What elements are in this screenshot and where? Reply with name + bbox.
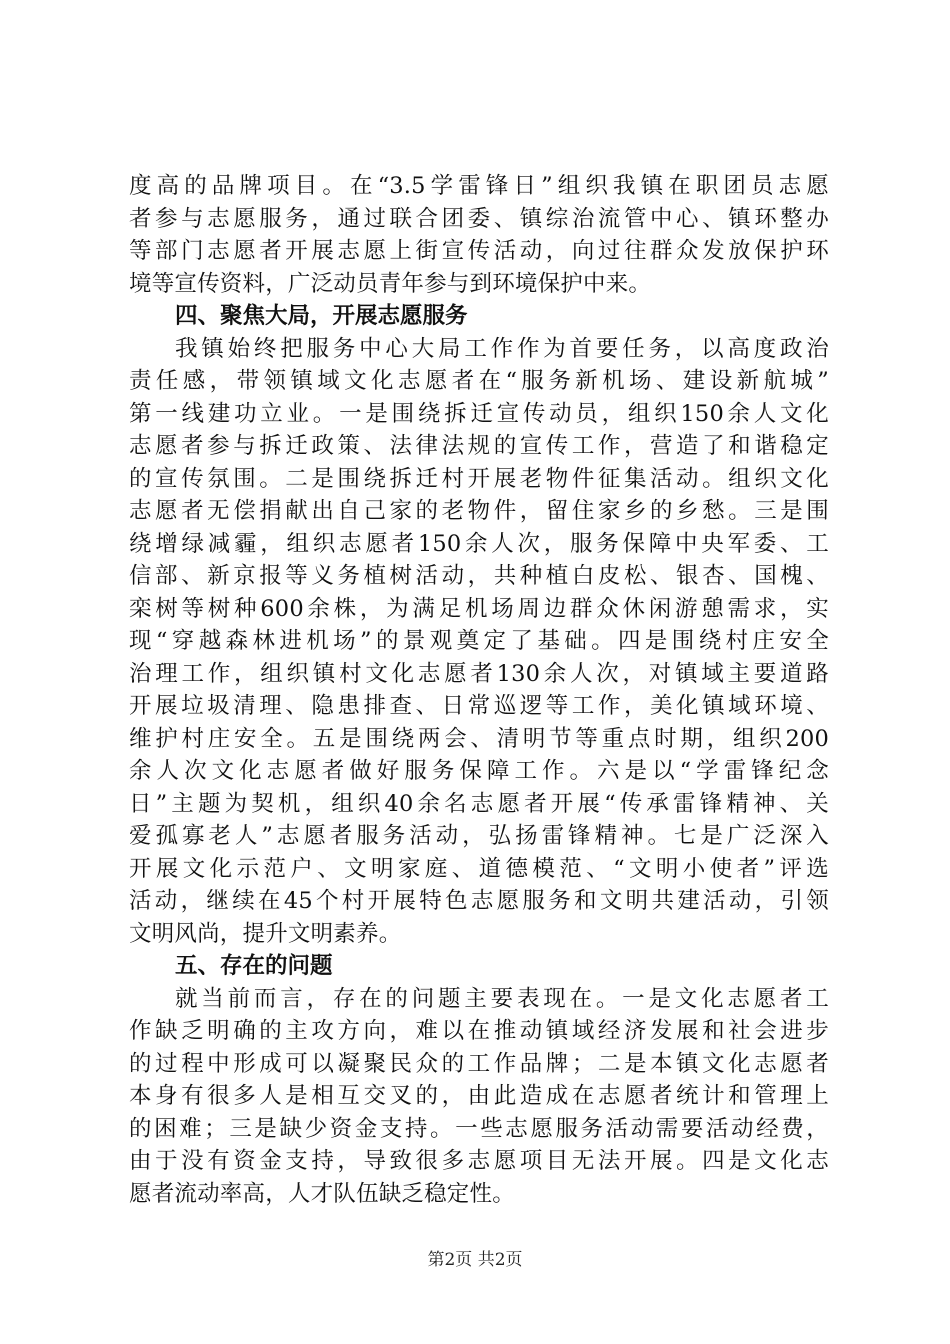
text-line: 度高的品牌项目。在“3.5学雷锋日”组织我镇在职团员志愿 xyxy=(129,173,829,199)
text-line: 境等宣传资料，广泛动员青年参与到环境保护中来。 xyxy=(129,270,652,297)
text-line: 开展垃圾清理、隐患排查、日常巡逻等工作，美化镇域环境、 xyxy=(129,693,829,719)
text-line: 现“穿越森林进机场”的景观奠定了基础。四是围绕村庄安全 xyxy=(129,628,829,654)
text-line: 绕增绿减霾，组织志愿者150余人次，服务保障中央军委、工 xyxy=(129,530,829,557)
page-number-footer: 第2页 共2页 xyxy=(427,1250,523,1270)
text-line: 的困难；三是缺少资金支持。一些志愿服务活动需要活动经费， xyxy=(129,1115,829,1142)
text-line: 我镇始终把服务中心大局工作作为首要任务，以高度政治 xyxy=(175,335,829,362)
text-line: 作缺乏明确的主攻方向，难以在推动镇域经济发展和社会进步 xyxy=(129,1018,829,1044)
text-line: 由于没有资金支持，导致很多志愿项目无法开展。四是文化志 xyxy=(129,1148,829,1174)
text-line: 愿者流动率高，人才队伍缺乏稳定性。 xyxy=(129,1180,515,1207)
text-line: 就当前而言，存在的问题主要表现在。一是文化志愿者工 xyxy=(175,985,829,1012)
text-line: 等部门志愿者开展志愿上街宣传活动，向过往群众发放保护环 xyxy=(129,238,829,264)
text-line: 志愿者参与拆迁政策、法律法规的宣传工作，营造了和谐稳定 xyxy=(129,433,829,459)
text-line: 栾树等树种600余株，为满足机场周边群众休闲游憩需求，实 xyxy=(129,595,829,622)
text-line: 第一线建功立业。一是围绕拆迁宣传动员，组织150余人文化 xyxy=(129,400,829,427)
text-line: 本身有很多人是相互交叉的，由此造成在志愿者统计和管理上 xyxy=(129,1083,829,1109)
text-line: 者参与志愿服务，通过联合团委、镇综治流管中心、镇环整办 xyxy=(129,205,829,232)
text-line: 余人次文化志愿者做好服务保障工作。六是以“学雷锋纪念 xyxy=(129,758,829,784)
text-line: 维护村庄安全。五是围绕两会、清明节等重点时期，组织200 xyxy=(129,725,829,752)
section-heading-5: 五、存在的问题 xyxy=(175,953,333,979)
text-line: 志愿者无偿捐献出自己家的老物件，留住家乡的乡愁。三是围 xyxy=(129,498,829,524)
text-line: 责任感，带领镇域文化志愿者在“服务新机场、建设新航城” xyxy=(129,368,829,394)
text-line: 治理工作，组织镇村文化志愿者130余人次，对镇域主要道路 xyxy=(129,660,829,687)
text-line: 日”主题为契机，组织40余名志愿者开展“传承雷锋精神、关 xyxy=(129,790,829,817)
text-line: 爱孤寡老人”志愿者服务活动，弘扬雷锋精神。七是广泛深入 xyxy=(129,823,829,849)
paragraph-brand-project xyxy=(129,170,829,300)
document-body xyxy=(129,170,829,1210)
text-line: 活动，继续在45个村开展特色志愿服务和文明共建活动，引领 xyxy=(129,888,829,914)
text-line: 开展文化示范户、文明家庭、道德模范、“文明小使者”评选 xyxy=(129,855,829,882)
text-line: 信部、新京报等义务植树活动，共种植白皮松、银杏、国槐、 xyxy=(129,563,829,589)
text-line: 的过程中形成可以凝聚民众的工作品牌；二是本镇文化志愿者 xyxy=(129,1050,829,1077)
paragraph-problems xyxy=(129,983,829,1211)
text-line: 的宣传氛围。二是围绕拆迁村开展老物件征集活动。组织文化 xyxy=(129,465,829,492)
paragraph-volunteer-service xyxy=(129,333,829,951)
text-line: 文明风尚，提升文明素养。 xyxy=(129,920,402,947)
section-heading-4: 四、聚焦大局，开展志愿服务 xyxy=(175,303,468,329)
